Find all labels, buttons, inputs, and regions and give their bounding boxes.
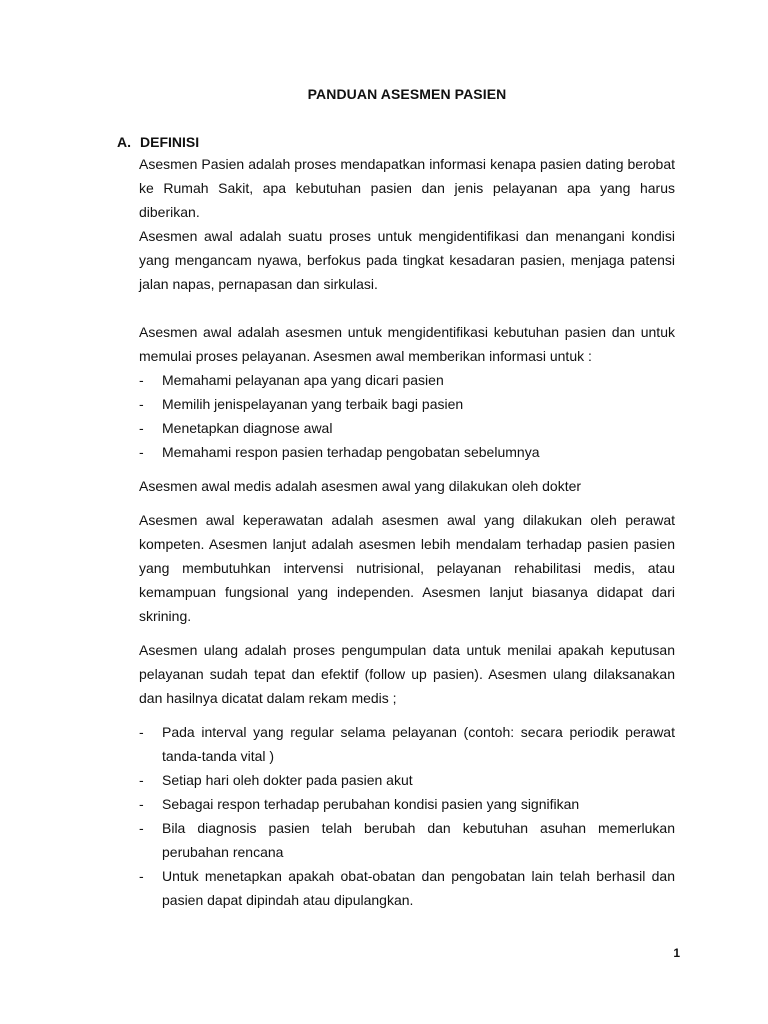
list-item: - Memahami respon pasien terhadap pengobatan sebelumnya (139, 440, 675, 464)
paragraph-definition: Asesmen Pasien adalah proses mendapatkan informasi kenapa pasien dating berobat ke Rumah Sakit, apa kebutuhan pasien dan jenis pelayanan apa yang harus diberikan. (139, 156, 675, 220)
list-item: - Pada interval yang regular selama pelayanan (contoh: secara periodik perawat tanda-tanda vital ) (139, 720, 675, 768)
document-body (139, 152, 675, 912)
list-item: - Bila diagnosis pasien telah berubah dan kebutuhan asuhan memerlukan perubahan rencana (139, 816, 675, 864)
document-title: PANDUAN ASESMEN PASIEN (307, 86, 507, 102)
list-item: - Setiap hari oleh dokter pada pasien akut (139, 768, 675, 792)
purpose-list (139, 368, 675, 464)
paragraph-medical-assessment: Asesmen awal medis adalah asesmen awal yang dilakukan oleh dokter (139, 478, 582, 494)
paragraph-nursing-assessment: Asesmen awal keperawatan adalah asesmen awal yang dilakukan oleh perawat kompeten. Asesmen lanjut adalah asesmen lebih mendalam terhadap pasien pasien yang membutuhkan intervensi nutrisional, pelayanan rehabilitasi medis, atau kemampuan fungsional yang independen. Asesmen lanjut biasanya didapat dari skrining. (139, 512, 675, 624)
list-item: - Sebagai respon terhadap perubahan kondisi pasien yang signifikan (139, 792, 675, 816)
paragraph-reassessment: Asesmen ulang adalah proses pengumpulan data untuk menilai apakah keputusan pelayanan sudah tepat dan efektif (follow up pasien). Asesmen ulang dilaksanakan dan hasilnya dicatat dalam rekam medis ; (139, 642, 675, 706)
page-number: 1 (673, 946, 680, 960)
paragraph-initial-assessment: Asesmen awal adalah suatu proses untuk mengidentifikasi dan menangani kondisi yang mengancam nyawa, berfokus pada tingkat kesadaran pasien, menjaga patensi jalan napas, pernapasan dan sirkulasi. (139, 228, 675, 292)
section-heading (117, 134, 199, 150)
paragraph-initial-assessment-purpose: Asesmen awal adalah asesmen untuk mengidentifikasi kebutuhan pasien dan untuk memulai proses pelayanan. Asesmen awal memberikan informasi untuk : (139, 324, 675, 364)
list-item: - Memahami pelayanan apa yang dicari pasien (139, 368, 675, 392)
list-item: - Untuk menetapkan apakah obat-obatan dan pengobatan lain telah berhasil dan pasien dapat dipindah atau dipulangkan. (139, 864, 675, 912)
list-item: - Memilih jenispelayanan yang terbaik bagi pasien (139, 392, 675, 416)
list-item: - Menetapkan diagnose awal (139, 416, 675, 440)
reassessment-list (139, 720, 675, 912)
section-letter: A. (117, 134, 131, 150)
section-title: DEFINISI (140, 134, 200, 150)
